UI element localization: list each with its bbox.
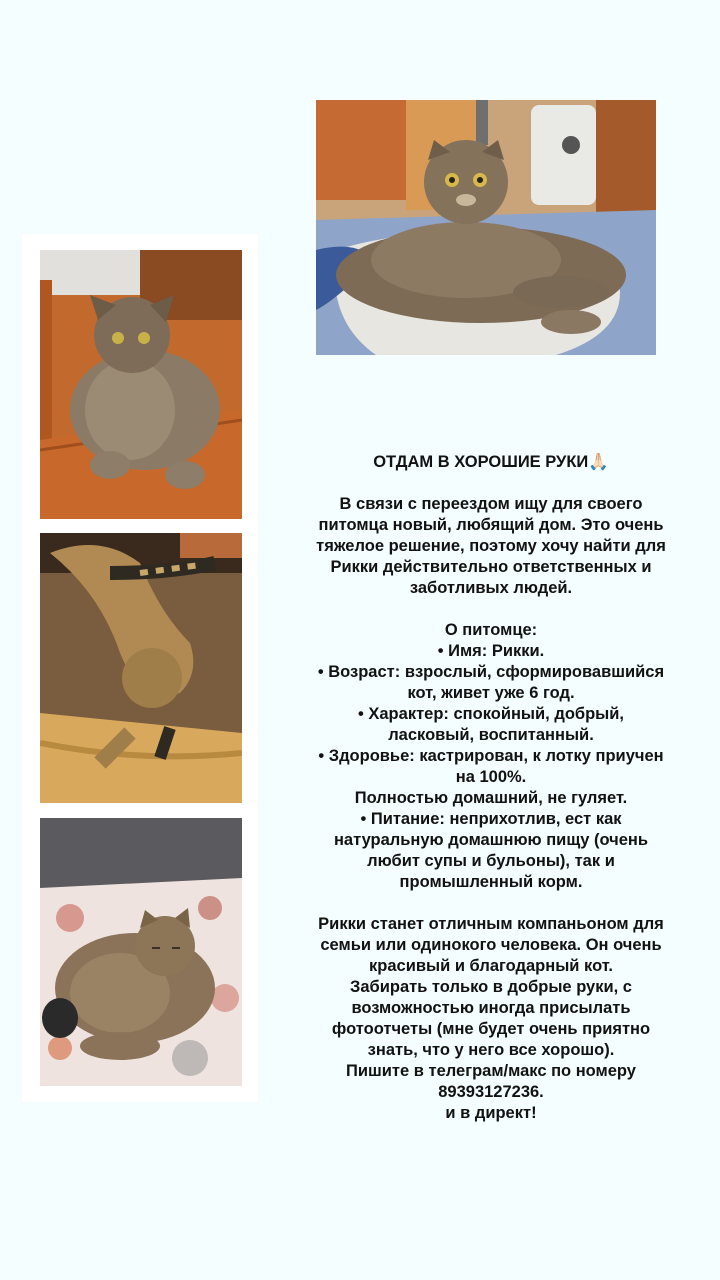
phone-number: 89393127236. bbox=[438, 1083, 544, 1101]
closing-line: красивый и благодарный кот. bbox=[369, 957, 613, 975]
cat-photo-stretching bbox=[40, 533, 242, 803]
about-line: промышленный корм. bbox=[399, 873, 583, 891]
about-section bbox=[286, 620, 696, 893]
about-line: Полностью домашний, не гуляет. bbox=[354, 789, 628, 807]
about-line: любит супы и бульоны), так и bbox=[367, 852, 615, 870]
closing-line: возможностью иногда присылать bbox=[351, 999, 631, 1017]
closing-paragraph bbox=[286, 914, 696, 1124]
cat-photo-rug bbox=[316, 100, 656, 355]
closing-line: Рикки станет отличным компаньоном для bbox=[318, 915, 664, 933]
about-line: ласковый, воспитанный. bbox=[388, 726, 594, 744]
intro-line: заботливых людей. bbox=[409, 579, 573, 597]
about-line: • Питание: неприхотлив, ест как bbox=[360, 810, 622, 828]
intro-line: В связи с переездом ищу для своего bbox=[339, 495, 643, 513]
intro-line: питомца новый, любящий дом. Это очень bbox=[318, 516, 664, 534]
closing-line: Забирать только в добрые руки, с bbox=[350, 978, 632, 996]
cat-photo-sitting bbox=[40, 250, 242, 519]
post-heading: ОТДАМ В ХОРОШИЕ РУКИ🙏🏻 bbox=[373, 453, 609, 471]
about-line: на 100%. bbox=[455, 768, 527, 786]
intro-line: Рикки действительно ответственных и bbox=[330, 558, 652, 576]
about-line: • Имя: Рикки. bbox=[437, 642, 545, 660]
closing-line: фотоотчеты (мне будет очень приятно bbox=[331, 1020, 651, 1038]
about-line: кот, живет уже 6 год. bbox=[407, 684, 575, 702]
closing-line: семьи или одинокого человека. Он очень bbox=[320, 936, 662, 954]
adoption-post-text bbox=[286, 452, 696, 1124]
intro-paragraph bbox=[286, 494, 696, 599]
intro-line: тяжелое решение, поэтому хочу найти для bbox=[316, 537, 666, 555]
closing-line: и в директ! bbox=[445, 1104, 537, 1122]
about-title: О питомце: bbox=[444, 621, 538, 639]
about-line: • Характер: спокойный, добрый, bbox=[358, 705, 624, 723]
cat-photo-sleeping bbox=[40, 818, 242, 1086]
closing-line: знать, что у него все хорошо). bbox=[367, 1041, 615, 1059]
about-line: • Возраст: взрослый, сформировавшийся bbox=[317, 663, 665, 681]
about-line: • Здоровье: кастрирован, к лотку приучен bbox=[318, 747, 664, 765]
closing-line: Пишите в телеграм/макс по номеру bbox=[346, 1062, 636, 1080]
about-line: натуральную домашнюю пищу (очень bbox=[333, 831, 649, 849]
